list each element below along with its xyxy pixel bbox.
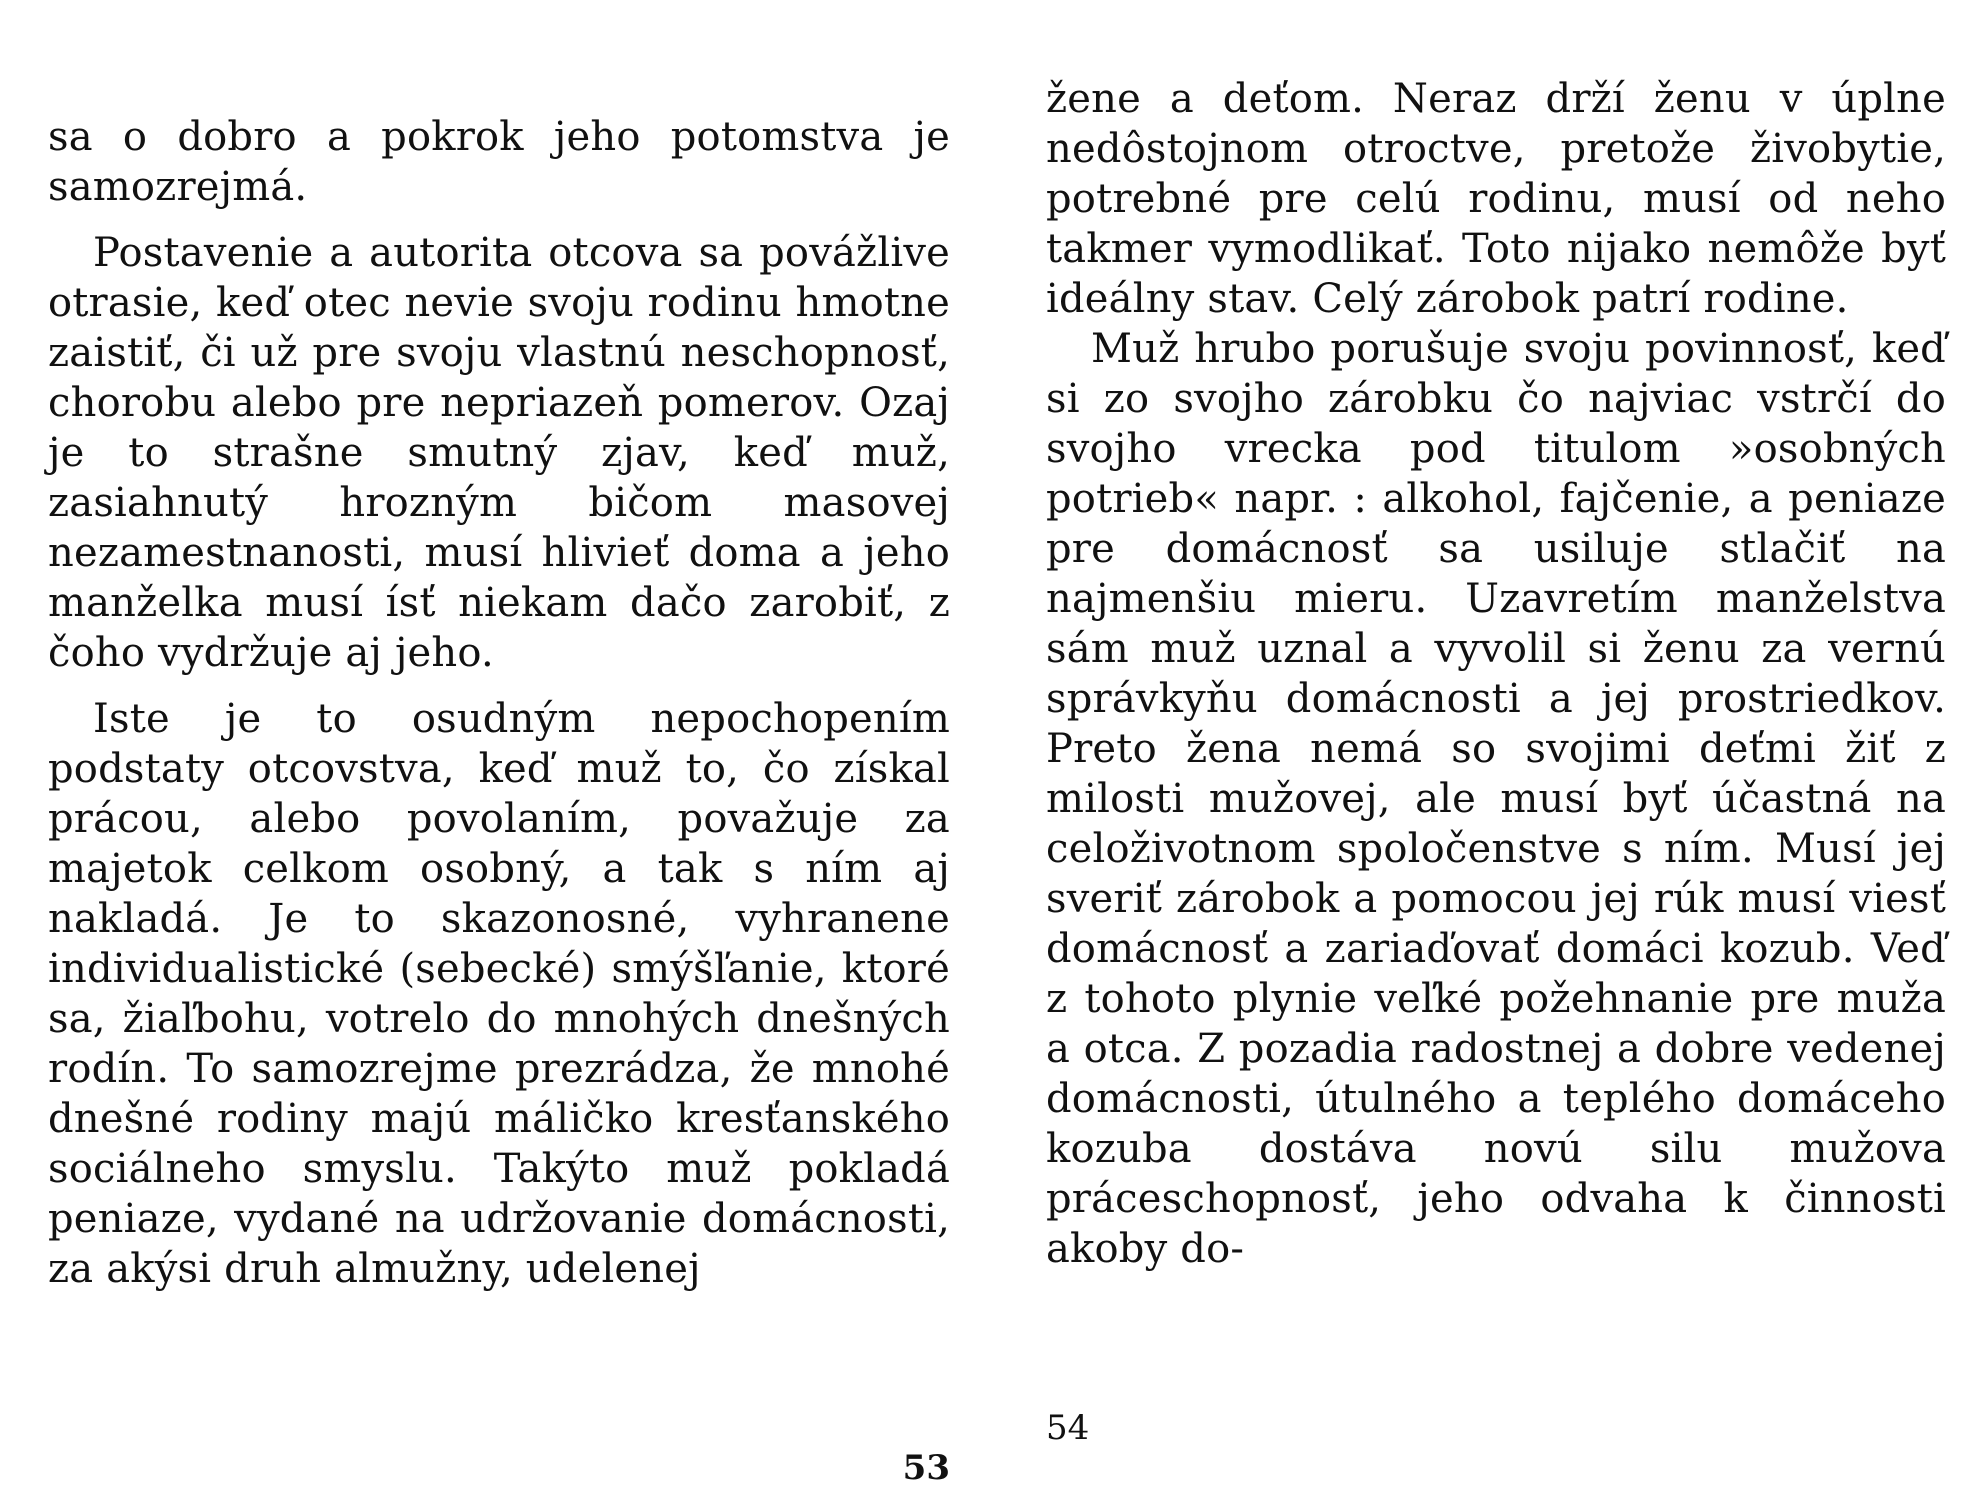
right-paragraph-2: Muž hrubo porušuje svoju povinnosť, keď si zo svojho zárobku čo najviac vstrčí do svojho vrecka pod titulom »osobných potrieb« napr. : alkohol, fajčenie, a peniaze pre domácnosť sa usiluje stlačiť na najmenšiu mieru. Uzavretím manželstva sám muž uznal a vyvolil si ženu za vernú správkyňu domácnosti a jej prostriedkov. Preto žena nemá so svojimi deťmi žiť z milosti mužovej, ale musí byť účastná na celoživotnom spoločenstve s ním. Musí jej sveriť zárobok a pomocou jej rúk musí viesť domácnosť a zariaďovať domáci kozub. Veď z tohoto plynie veľké požehnanie pre muža a otca. Z pozadia radostnej a dobre vedenej domácnosti, útulného a teplého domáceho kozuba dostáva novú silu mužova práceschopnosť, jeho odvaha k činnosti akoby do- xyxy=(1046,326,1946,1272)
right-page-text xyxy=(1046,74,1946,1274)
right-page-number: 54 xyxy=(1046,1408,1090,1448)
right-paragraph-1: žene a deťom. Neraz drží ženu v úplne nedôstojnom otroctve, pretože živobytie, potrebné pre celú rodinu, musí od neho takmer vymodlikať. Toto nijako nemôže byť ideálny stav. Celý zárobok patrí rodine. xyxy=(1046,76,1946,322)
left-page-text xyxy=(48,112,950,1294)
left-paragraph-2: Postavenie a autorita otcova sa povážlive otrasie, keď otec nevie svoju rodinu hmotne zaistiť, či už pre svoju vlastnú neschopnosť, chorobu alebo pre nepriazeň pomerov. Ozaj je to strašne smutný zjav, keď muž, zasiahnutý hrozným bičom masovej nezamestnanosti, musí hlivieť doma a jeho manželka musí ísť niekam dačo zarobiť, z čoho vydržuje aj jeho. xyxy=(48,230,950,676)
left-page-number: 53 xyxy=(902,1448,950,1488)
left-paragraph-3: Iste je to osudným nepochopením podstaty otcovstva, keď muž to, čo získal prácou, alebo povolaním, považuje za majetok celkom osobný, a tak s ním aj nakladá. Je to skazonosné, vyhranene individualistické (sebecké) smýšľanie, ktoré sa, žiaľbohu, votrelo do mnohých dnešných rodín. To samozrejme prezrádza, že mnohé dnešné rodiny majú máličko kresťanského sociálneho smyslu. Takýto muž pokladá peniaze, vydané na udržovanie domácnosti, za akýsi druh almužny, udelenej xyxy=(48,696,950,1292)
left-paragraph-1: sa o dobro a pokrok jeho potomstva je samozrejmá. xyxy=(48,114,950,210)
